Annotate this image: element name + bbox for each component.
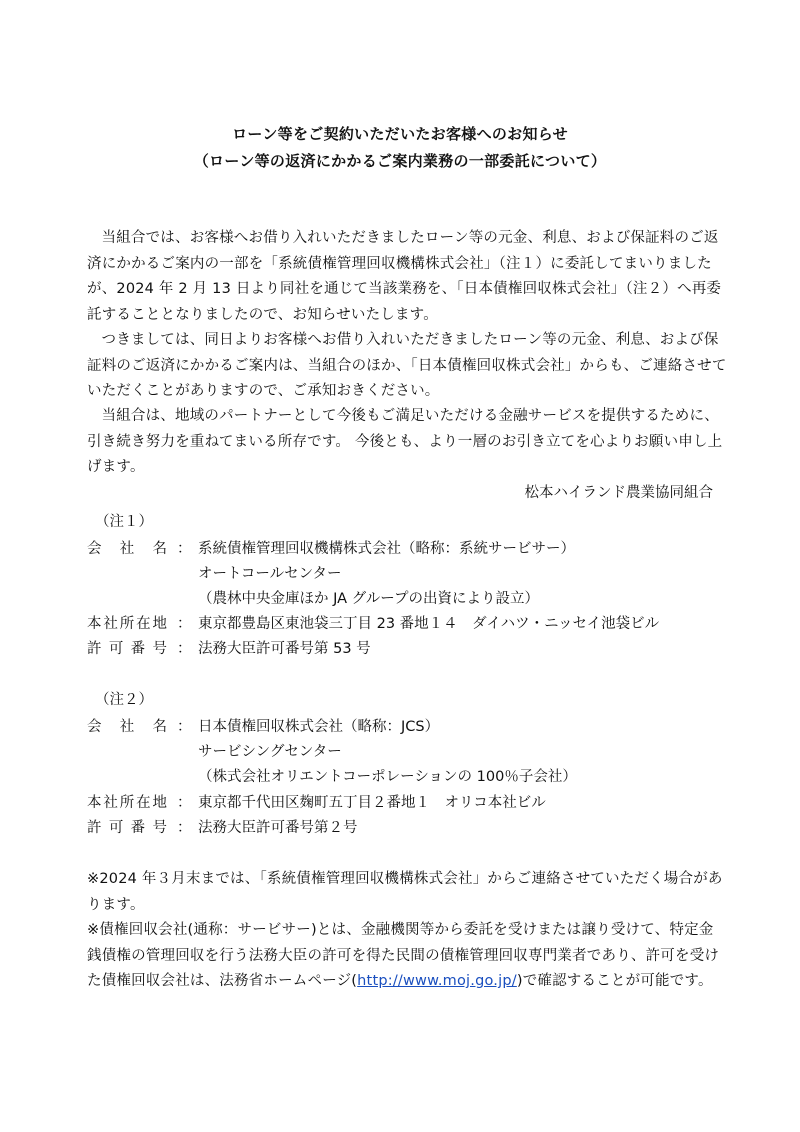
note2-license-label: 許可番号 (87, 820, 167, 836)
colon: ： (177, 795, 192, 811)
footnote-2 (87, 918, 727, 995)
note1-address-value: 東京都豊島区東池袋三丁目 23 番地１４ ダイハツ・ニッセイ池袋ビル (198, 616, 660, 632)
note1-company-sub1: オートコールセンター (198, 566, 342, 582)
note1-license-value: 法務大臣許可番号第 53 号 (198, 641, 371, 657)
document-subtitle: （ローン等の返済にかかるご案内業務の一部委託について） (193, 152, 607, 170)
moj-website-link[interactable]: http://www.moj.go.jp/ (357, 973, 517, 989)
note2-company-label: 会社名 (87, 719, 167, 735)
footnote-2-text-before: ※債権回収会社(通称：サービサー)とは、金融機関等から委託を受けまたは譲り受けて、特定金銭債権の管理回収を行う法務大臣の許可を得た民間の債権管理回収専門業者であり、許可を受けた債権回収会社は、法務省ホームページ( (87, 922, 720, 989)
note2-company-sub1: サービシングセンター (198, 744, 342, 760)
note2-address-value: 東京都千代田区麹町五丁目２番地１ オリコ本社ビル (198, 795, 546, 811)
colon: ： (177, 541, 192, 557)
paragraph-2: つきましては、同日よりお客様へお借り入れいただきましたローン等の元金、利息、および保証料のご返済にかかるご案内は、当組合のほか、「日本債権回収株式会社」からも、ご連絡させていただくことがありますので、ご承知おきください。 (87, 332, 727, 399)
note1-company-label: 会社名 (87, 541, 167, 557)
colon: ： (177, 616, 192, 632)
paragraph-1: 当組合では、お客様へお借り入れいただきましたローン等の元金、利息、および保証料のご返済にかかるご案内の一部を「系統債権管理回収機構株式会社」（注１）に委託してまいりましたが、2024 年 2 月 13 日より同社を通じて当該業務を、「日本債権回収株式会社」（注２）へ再委託することとなりましたので、お知らせいたします。 (87, 230, 722, 323)
signature: 松本ハイランド農業協同組合 (524, 485, 713, 501)
colon: ： (177, 641, 192, 657)
note2-company-value: 日本債権回収株式会社（略称：JCS） (198, 719, 440, 735)
note2-license-value: 法務大臣許可番号第２号 (198, 820, 358, 836)
note1-address-label: 本社所在地 (87, 616, 167, 632)
footnote-2-text-after: )で確認することが可能です。 (516, 973, 713, 989)
note2-address-label: 本社所在地 (87, 795, 167, 811)
paragraph-3: 当組合は、地域のパートナーとして今後もご満足いただける金融サービスを提供するために、引き続き努力を重ねてまいる所存です。 今後とも、より一層のお引き立てを心よりお願い申し上げます。 (87, 408, 723, 475)
document-title: ローン等をご契約いただいたお客様へのお知らせ (232, 125, 568, 143)
footnote-1: ※2024 年３月末までは、「系統債権管理回収機構株式会社」からご連絡させていただく場合があります。 (87, 871, 723, 913)
note1-heading: （注１） (95, 514, 153, 530)
colon: ： (177, 719, 192, 735)
note1-company-value: 系統債権管理回収機構株式会社（略称：系統サービサー） (198, 541, 575, 557)
colon: ： (177, 820, 192, 836)
note1-license-label: 許可番号 (87, 641, 167, 657)
note2-heading: （注２） (95, 692, 153, 708)
note2-company-sub2: （株式会社オリエントコーポレーションの 100％子会社） (198, 769, 577, 785)
note1-company-sub2: （農林中央金庫ほか JA グループの出資により設立） (198, 591, 539, 607)
